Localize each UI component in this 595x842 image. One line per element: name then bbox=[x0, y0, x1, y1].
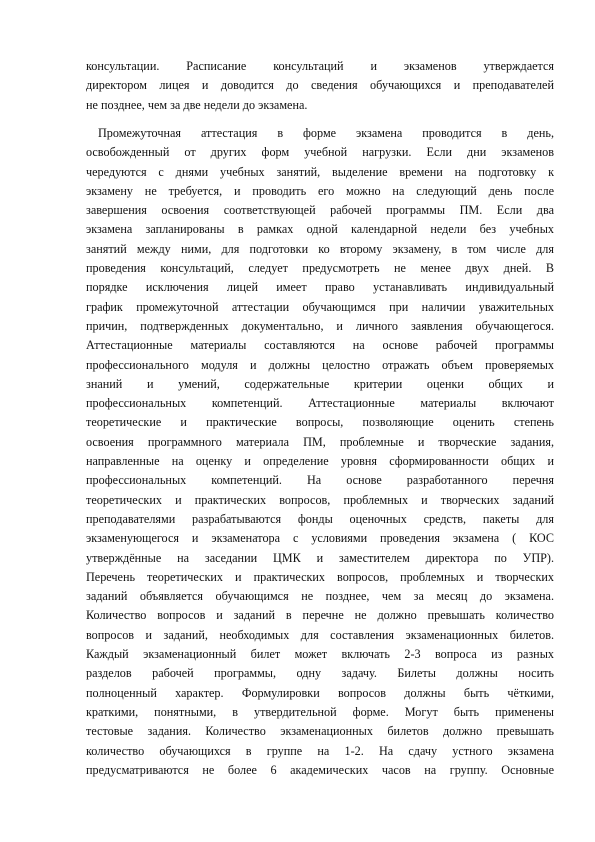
text-line: директором лицея и доводится до сведения обучающихся и преподавателей bbox=[86, 78, 554, 93]
text-line: теоретические и практические вопросы, позволяющие оценить степень bbox=[86, 415, 554, 430]
text-line: Промежуточная аттестация в форме экзамена проводится в день, bbox=[98, 126, 554, 140]
text-line: чередуются с днями учебных занятий, выделение времени на подготовку к bbox=[86, 164, 554, 179]
text-line: профессионального модуля и должны целостно отражать объем проверяемых bbox=[86, 357, 554, 372]
text-line: Количество вопросов и заданий в перечне не должно превышать количество bbox=[86, 608, 554, 623]
text-line: предусматриваются не более 6 академических часов на группу. Основные bbox=[86, 762, 554, 777]
text-line: график промежуточной аттестации обучающимся при наличии уважительных bbox=[86, 299, 554, 314]
text-line: Каждый экзаменационный билет может включать 2-3 вопроса из разных bbox=[86, 647, 554, 662]
text-line: тестовые задания. Количество экзаменационных билетов должно превышать bbox=[86, 724, 554, 739]
text-line: профессиональных компетенций. Аттестационные материалы включают bbox=[86, 396, 554, 411]
text-line: проведения консультаций, следует предусмотреть не менее двух дней. В bbox=[86, 261, 554, 276]
text-line: экзамену не требуется, и проводить его можно на следующий день после bbox=[86, 183, 554, 198]
text-line: не позднее, чем за две недели до экзамена. bbox=[86, 97, 308, 112]
text-line: теоретических и практических вопросов, проблемных и творческих заданий bbox=[86, 492, 554, 507]
text-line: преподавателями разрабатываются фонды оценочных средств, пакеты для bbox=[86, 511, 554, 526]
text-line: заданий объявляется обучающимся не позднее, чем за месяц до экзамена. bbox=[86, 589, 554, 604]
text-line: завершения освоения соответствующей рабочей программы ПМ. Если два bbox=[86, 203, 554, 218]
text-line: освоения программного материала ПМ, проблемные и творческие задания, bbox=[86, 434, 554, 449]
text-line: занятий между ними, для подготовки ко второму экзамену, в том числе для bbox=[86, 241, 554, 256]
text-line: знаний и умений, содержательные критерии оценки общих и bbox=[86, 376, 554, 391]
text-line: краткими, понятными, в утвердительной форме. Могут быть применены bbox=[86, 704, 554, 719]
paragraph-intermediate-attestation bbox=[86, 124, 554, 780]
paragraph-consultations bbox=[86, 57, 554, 115]
text-line: освобожденный от других форм учебной нагрузки. Если дни экзаменов bbox=[86, 145, 554, 160]
text-line: полноценный характер. Формулировки вопросов должны быть чёткими, bbox=[86, 685, 554, 700]
text-line: порядке исключения лицей имеет право устанавливать индивидуальный bbox=[86, 280, 554, 295]
text-line: разделов рабочей программы, одну задачу. Билеты должны носить bbox=[86, 666, 554, 681]
text-line: количество обучающихся в группе на 1-2. На сдачу устного экзамена bbox=[86, 743, 554, 758]
text-line: экзамена запланированы в рамках одной календарной недели без учебных bbox=[86, 222, 554, 237]
text-line: консультации. Расписание консультаций и экзаменов утверждается bbox=[86, 59, 554, 73]
text-line: вопросов и заданий, необходимых для составления экзаменационных билетов. bbox=[86, 627, 554, 642]
text-line: Аттестационные материалы составляются на основе рабочей программы bbox=[86, 338, 554, 353]
text-line: утверждённые на заседании ЦМК и заместителем директора по УПР). bbox=[86, 550, 554, 565]
text-line: направленные на оценку и определение уровня сформированности общих и bbox=[86, 454, 554, 469]
text-line: профессиональных компетенций. На основе разработанного перечня bbox=[86, 473, 554, 488]
text-line: экзаменующегося и экзаменатора с условиями проведения экзамена ( КОС bbox=[86, 531, 554, 546]
text-line: Перечень теоретических и практических вопросов, проблемных и творческих bbox=[86, 569, 554, 584]
text-line: причин, подтвержденных документально, и личного заявления обучающегося. bbox=[86, 318, 554, 333]
